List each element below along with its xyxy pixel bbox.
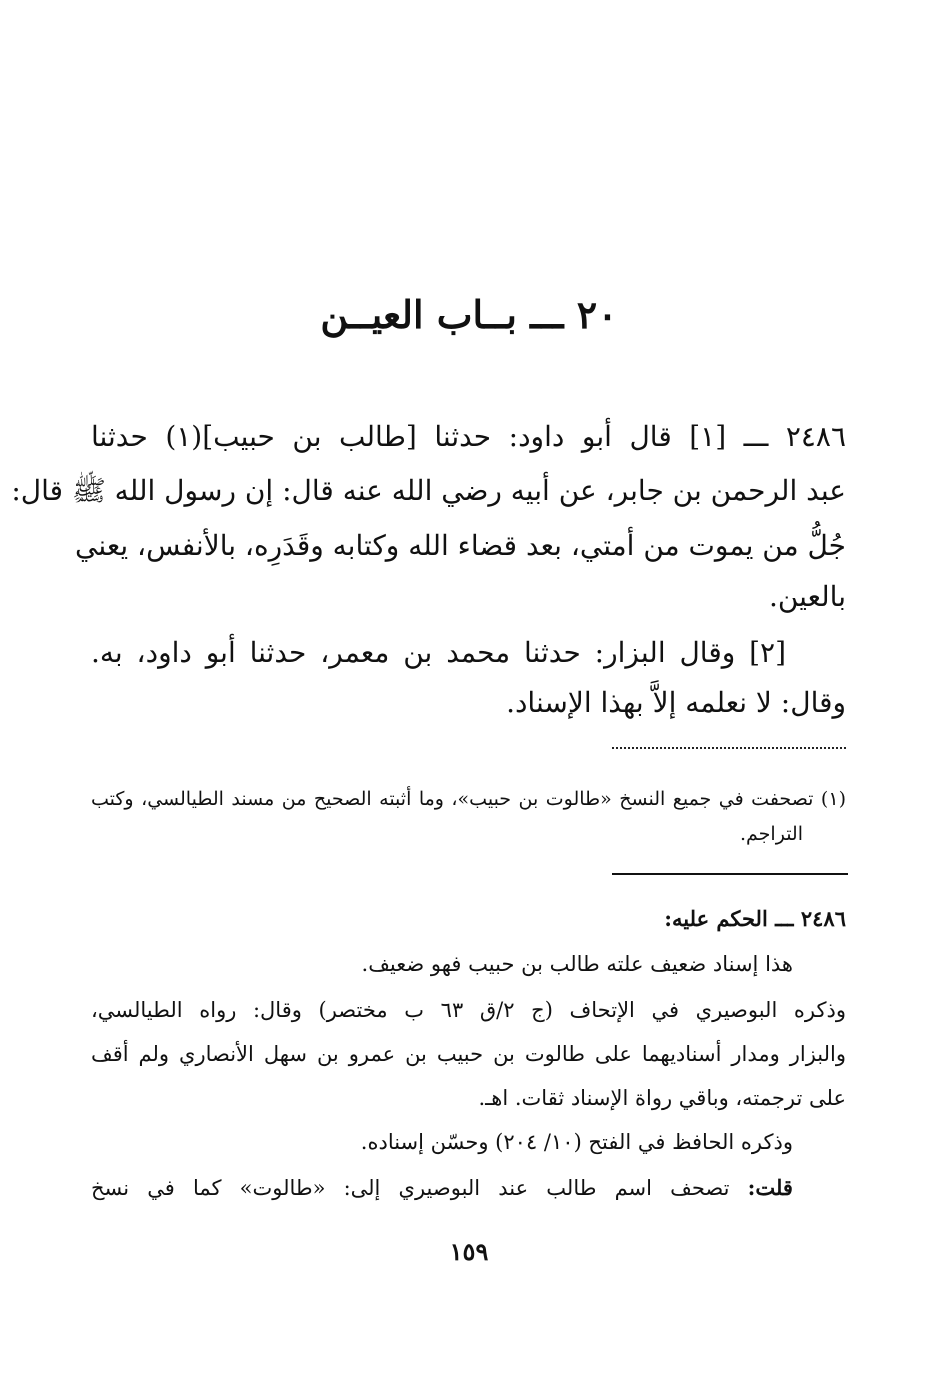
- footnote-separator: [612, 747, 846, 749]
- qultu-text: تصحف اسم طالب عند البوصيري إلى: «طالوت» كما في نسخ: [91, 1176, 730, 1200]
- chapter-title: ٢٠ ـــ بــاب العيــن: [320, 292, 618, 337]
- hukm-line: والبزار ومدار أسناديهما على طالوت بن حبيب بن عمرو بن سهل الأنصاري ولم أقف: [91, 1042, 846, 1066]
- hadith-line: ٢٤٨٦ ـــ [١] قال أبو داود: حدثنا [طالب بن حبيب](١) حدثنا: [91, 420, 846, 453]
- hadith-line: عبد الرحمن بن جابر، عن أبيه رضي الله عنه قال: إن رسول الله ﷺ قال:: [11, 474, 846, 507]
- footnote-line: التراجم.: [740, 823, 803, 845]
- hukm-line: وذكره الحافظ في الفتح (١٠/ ٢٠٤) وحسّن إسناده.: [360, 1130, 793, 1154]
- hadith-line: جُلُّ من يموت من أمتي، بعد قضاء الله وكتابه وقَدَرِه، بالأنفس، يعني: [75, 529, 846, 562]
- bazzar-line: [٢] وقال البزار: حدثنا محمد بن معمر، حدثنا أبو داود، به.: [91, 636, 786, 669]
- hukm-line: وذكره البوصيري في الإتحاف (ج ٢/ق ٦٣ ب مختصر) وقال: رواه الطيالسي،: [91, 998, 846, 1022]
- hukm-line: هذا إسناد ضعيف علته طالب بن حبيب فهو ضعيف.: [361, 952, 793, 976]
- bazzar-line: وقال: لا نعلمه إلاَّ بهذا الإسناد.: [506, 686, 846, 719]
- page-number: ١٥٩: [449, 1237, 489, 1266]
- hukm-line: على ترجمته، وباقي رواة الإسناد ثقات. اهـ.: [478, 1086, 846, 1110]
- hukm-heading: ٢٤٨٦ ـــ الحكم عليه:: [664, 906, 846, 931]
- qultu-label: قلت:: [747, 1175, 793, 1200]
- footnote-line: (١) تصحفت في جميع النسخ «طالوت بن حبيب»، وما أثبته الصحيح من مسند الطيالسي، وكتب: [91, 788, 846, 810]
- section-divider: [612, 873, 848, 875]
- hadith-line: بالعين.: [768, 580, 846, 613]
- qultu-line: [91, 1175, 793, 1201]
